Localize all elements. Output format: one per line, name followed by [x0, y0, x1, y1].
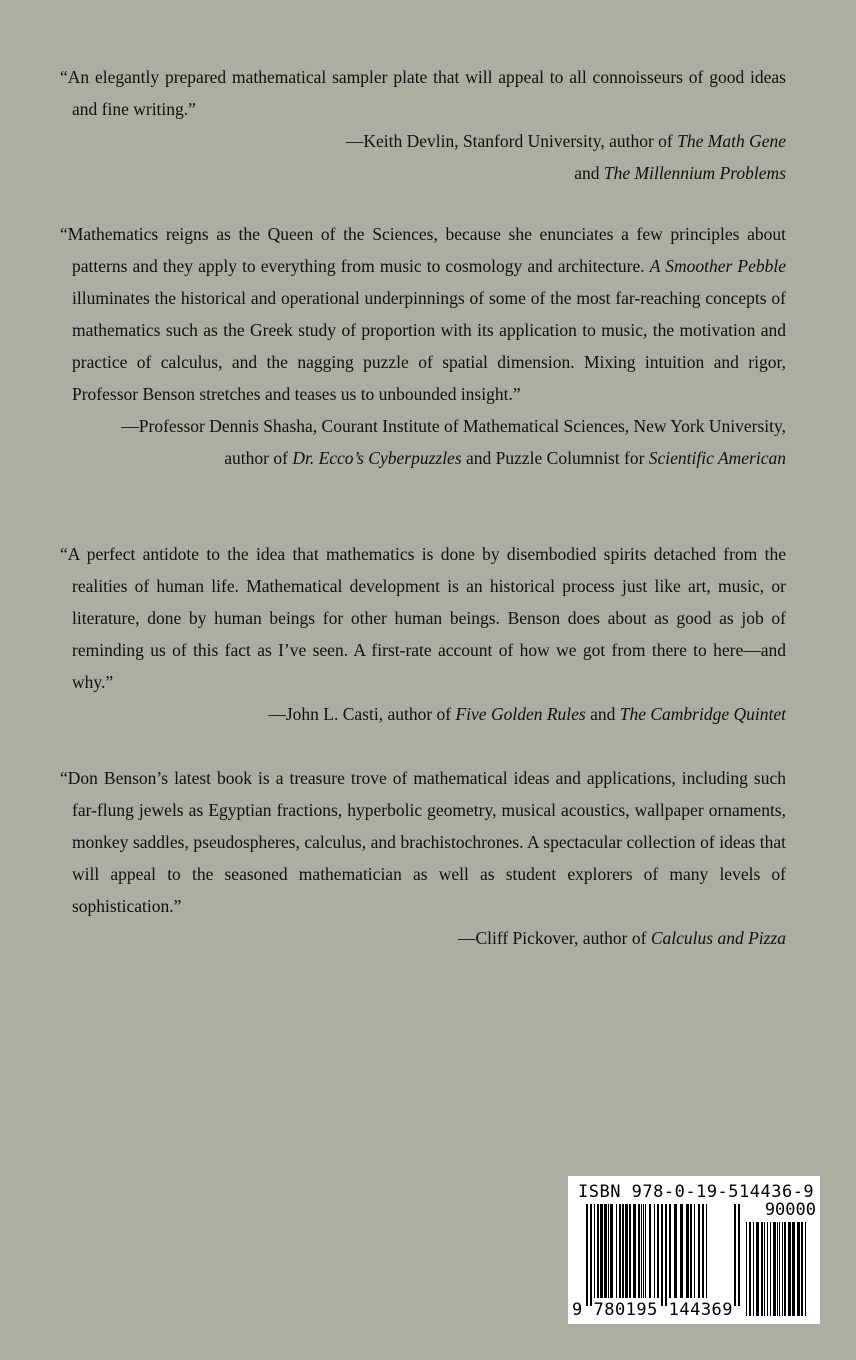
blurb-devlin — [60, 61, 786, 189]
book-title: Five Golden Rules — [455, 704, 586, 724]
book-title: Scientific American — [648, 448, 786, 468]
book-title: The Cambridge Quintet — [619, 704, 786, 724]
blurb-attribution: —Keith Devlin, Stanford University, author of The Math Gene and The Millennium Problems — [345, 131, 786, 183]
blurb-quote: “An elegantly prepared mathematical sampler plate that will appeal to all connoisseurs of good ideas and fine writing.” — [60, 67, 786, 119]
book-title: The Millennium Problems — [603, 163, 786, 183]
blurb-quote: “Mathematics reigns as the Queen of the Sciences, because she enunciates a few principles about patterns and they apply to everything from music to cosmology and architecture. A Smoother Pebble illuminates the historical and operational underpinnings of some of the most far-reaching concepts of mathematics such as the Greek study of proportion with its application to music, the motivation and practice of calculus, and the nagging puzzle of spatial dimension. Mixing intuition and rigor, Professor Benson stretches and teases us to unbounded insight.” — [60, 224, 786, 404]
blurb-quote: “A perfect antidote to the idea that mathematics is done by disembodied spirits detached from the realities of human life. Mathematical development is an historical process just like art, music, or literature, done by human beings for other human beings. Benson does about as good as job of reminding us of this fact as I’ve seen. A first-rate account of how we got from there to here—and why.” — [60, 544, 786, 692]
isbn-label: ISBN 978-0-19-514436-9 — [578, 1182, 815, 1202]
blurb-quote: “Don Benson’s latest book is a treasure trove of mathematical ideas and applications, including such far-flung jewels as Egyptian fractions, hyperbolic geometry, musical acoustics, wallpaper ornaments, monkey saddles, pseudospheres, calculus, and brachistochrones. A spectacular collection of ideas that will appeal to the seasoned mathematician as well as student explorers of many levels of sophistication.” — [60, 768, 786, 916]
blurb-attribution: —Professor Dennis Shasha, Courant Institute of Mathematical Sciences, New York University, author of Dr. Ecco’s Cyberpuzzles and Puzzle Columnist for Scientific American — [121, 416, 786, 468]
blurb-shasha — [60, 218, 786, 474]
book-title: A Smoother Pebble — [649, 256, 786, 276]
price-code: 90000 — [764, 1200, 816, 1220]
blurb-attribution: —John L. Casti, author of Five Golden Rules and The Cambridge Quintet — [268, 704, 786, 724]
book-title: Calculus and Pizza — [650, 928, 786, 948]
ean-digits: 9 780195 144369 — [572, 1300, 734, 1320]
blurb-attribution: —Cliff Pickover, author of Calculus and Pizza — [457, 928, 786, 948]
blurb-pickover — [60, 762, 786, 954]
blurb-casti — [60, 538, 786, 730]
isbn-barcode — [568, 1176, 820, 1324]
book-title: The Math Gene — [677, 131, 786, 151]
book-title: Dr. Ecco’s Cyberpuzzles — [292, 448, 462, 468]
